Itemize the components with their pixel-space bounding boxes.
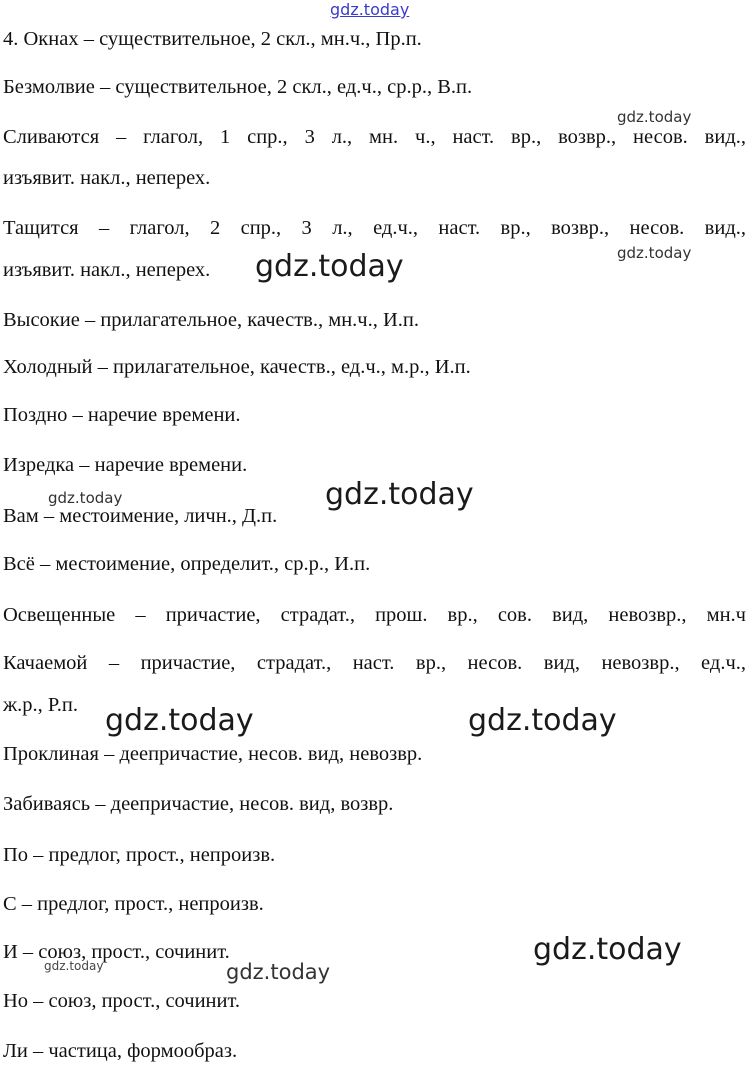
line-18: По – предлог, прост., непроизв. (3, 844, 276, 866)
watermark: gdz.today (226, 960, 331, 984)
watermark: gdz.today (105, 703, 254, 738)
watermark: gdz.today (48, 489, 123, 507)
line-15: ж.р., Р.п. (3, 694, 78, 716)
line-8: Холодный – прилагательное, качеств., ед.ч., м.р., И.п. (3, 356, 471, 378)
line-17: Забиваясь – деепричастие, несов. вид, возвр. (3, 793, 394, 815)
line-2: Безмолвие – существительное, 2 скл., ед.ч., ср.р., В.п. (3, 76, 473, 98)
line-20: И – союз, прост., сочинит. (3, 941, 230, 963)
line-21: Но – союз, прост., сочинит. (3, 990, 241, 1012)
watermark: gdz.today (617, 108, 692, 126)
line-1: 4. Окнах – существительное, 2 скл., мн.ч., Пр.п. (3, 28, 422, 50)
line-11: Вам – местоимение, личн., Д.п. (3, 505, 278, 527)
watermark: gdz.today (255, 249, 404, 284)
line-14: Качаемой – причастие, страдат., наст. вр., несов. вид, невозвр., ед.ч., (3, 652, 746, 674)
line-9: Поздно – наречие времени. (3, 404, 241, 426)
line-13: Освещенные – причастие, страдат., прош. вр., сов. вид, невозвр., мн.ч (3, 604, 746, 626)
watermark: gdz.today (617, 244, 692, 262)
line-6: изъявит. накл., неперех. (3, 259, 211, 281)
line-3: Сливаются – глагол, 1 спр., 3 л., мн. ч., наст. вр., возвр., несов. вид., (3, 126, 746, 148)
line-19: С – предлог, прост., непроизв. (3, 893, 264, 915)
line-12: Всё – местоимение, определит., ср.р., И.п. (3, 553, 371, 575)
line-10: Изредка – наречие времени. (3, 454, 248, 476)
line-7: Высокие – прилагательное, качеств., мн.ч., И.п. (3, 309, 420, 331)
watermark: gdz.today (44, 959, 104, 973)
line-16: Проклиная – деепричастие, несов. вид, невозвр. (3, 743, 423, 765)
watermark: gdz.today (325, 477, 474, 512)
watermark: gdz.today (468, 703, 617, 738)
line-4: изъявит. накл., неперех. (3, 167, 211, 189)
line-5: Тащится – глагол, 2 спр., 3 л., ед.ч., наст. вр., возвр., несов. вид., (3, 217, 746, 239)
line-22: Ли – частица, формообраз. (3, 1040, 238, 1062)
watermark: gdz.today (330, 0, 410, 19)
watermark: gdz.today (533, 932, 682, 967)
